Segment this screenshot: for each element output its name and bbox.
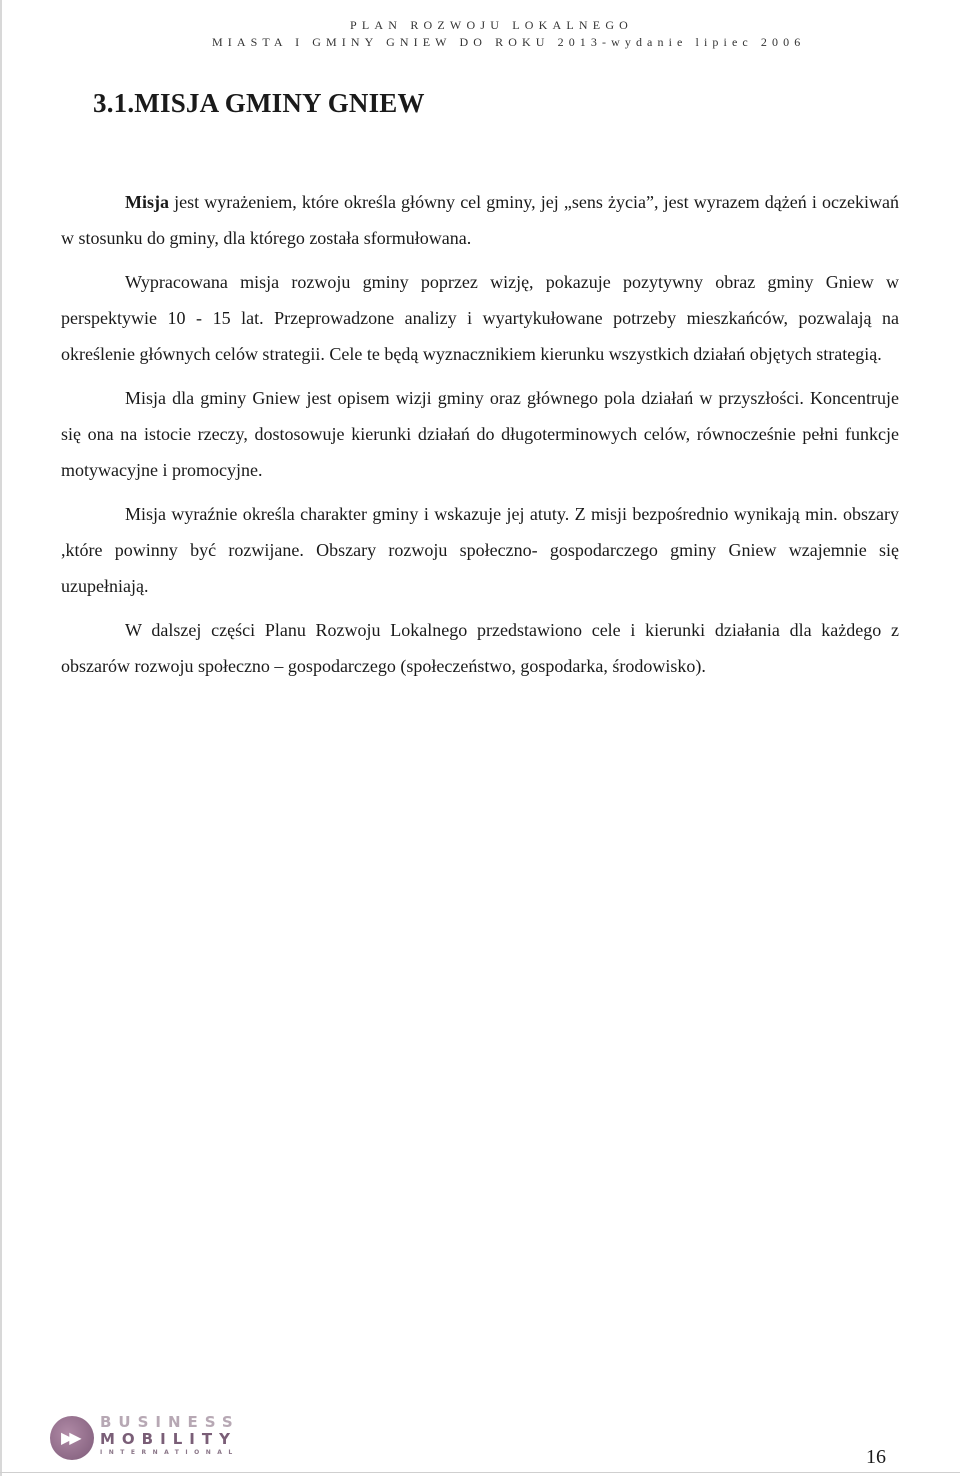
page-edge bbox=[0, 0, 2, 1476]
paragraph-1-text: jest wyrażeniem, które określa główny cel gminy, jej „sens życia”, jest wyrazem dążeń i oczekiwań w stosunku do gminy, dla którego została sformułowana. bbox=[61, 192, 899, 248]
page-edge-bottom bbox=[0, 1472, 960, 1473]
header-line-1: PLAN ROZWOJU LOKALNEGO bbox=[350, 18, 634, 32]
paragraph-4: Misja wyraźnie określa charakter gminy i wskazuje jej atuty. Z misji bezpośrednio wynikają min. obszary ,które powinny być rozwijane. Obszary rozwoju społeczno- gospodarczego gminy Gniew wzajemnie się uzupełniają. bbox=[61, 504, 899, 596]
paragraph-5: W dalszej części Planu Rozwoju Lokalnego przedstawiono cele i kierunki działania dla każdego z obszarów rozwoju społeczno – gospodarczego (społeczeństwo, gospodarka, środowisko). bbox=[61, 620, 899, 676]
paragraph-1-bold-term: Misja bbox=[125, 192, 169, 212]
paragraph-3: Misja dla gminy Gniew jest opisem wizji gminy oraz głównego pola działań w przyszłości. Koncentruje się ona na istocie rzeczy, dostosowuje kierunki działań do długoterminowych celów, równocześnie pełni funkcje motywacyjne i promocyjne. bbox=[61, 388, 899, 480]
paragraph-1 bbox=[61, 184, 899, 256]
section-title: 3.1.MISJA GMINY GNIEW bbox=[93, 88, 425, 118]
logo-wordmark bbox=[100, 1414, 240, 1458]
running-header bbox=[0, 18, 960, 50]
logo-word-business: BUSINESS bbox=[100, 1413, 240, 1431]
document-body bbox=[61, 184, 899, 684]
header-line-2: MIASTA I GMINY GNIEW DO ROKU 2013-wydanie lipiec 2006 bbox=[212, 35, 806, 49]
company-logo bbox=[50, 1412, 250, 1464]
logo-word-international: INTERNATIONAL bbox=[100, 1449, 239, 1456]
page-number: 16 bbox=[866, 1446, 886, 1468]
play-arrows-icon: ▶▶ bbox=[61, 1428, 78, 1447]
paragraph-2: Wypracowana misja rozwoju gminy poprzez wizję, pokazuje pozytywny obraz gminy Gniew w perspektywie 10 - 15 lat. Przeprowadzone analizy i wyartykułowane potrzeby mieszkańców, pozwalają na określenie głównych celów strategii. Cele te będą wyznacznikiem kierunku wszystkich działań objętych strategią. bbox=[61, 272, 899, 364]
logo-word-mobility: MOBILITY bbox=[100, 1430, 237, 1448]
